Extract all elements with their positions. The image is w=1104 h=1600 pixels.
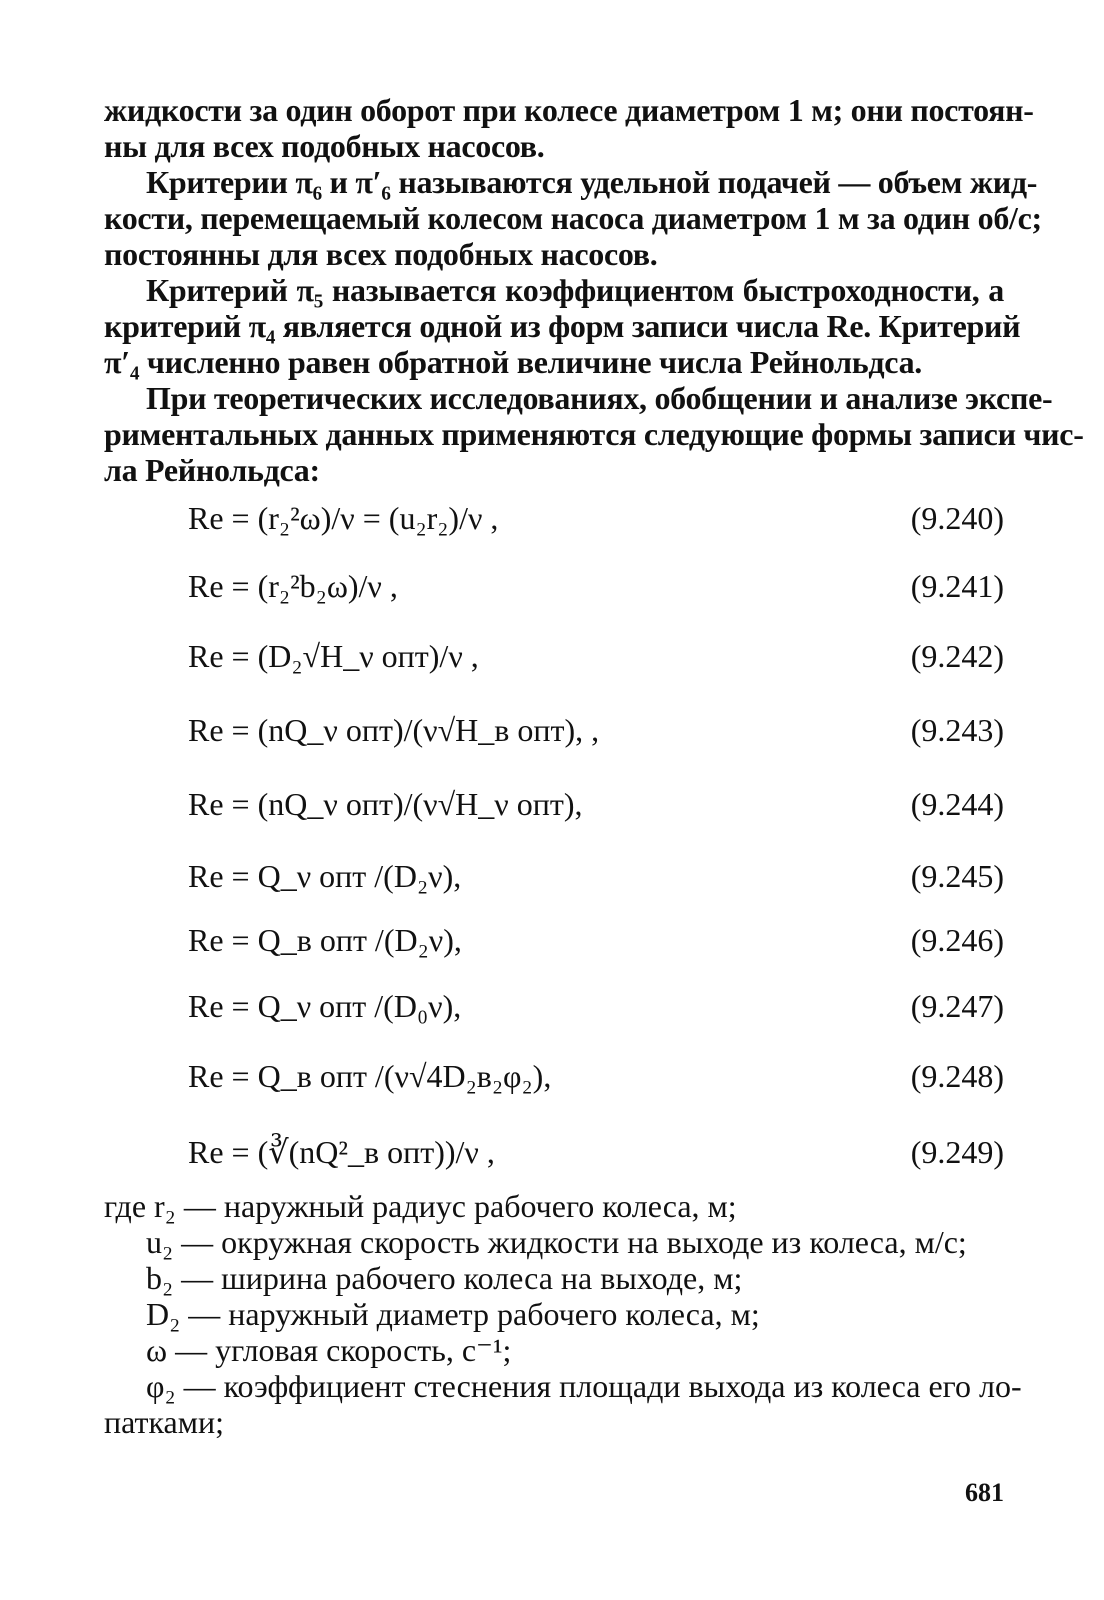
definition-text: — коэффициент стеснения площади выхода из колеса его ло- (183, 1368, 1022, 1404)
equation-number-9-241: (9.241) (910, 568, 1004, 604)
definition-u2 (146, 1224, 967, 1260)
equation-number-9-246: (9.246) (910, 922, 1004, 958)
definition-omega (146, 1332, 511, 1368)
equation-9-246: Re = Q_в опт /(D₂ν), (188, 922, 462, 958)
definition-text: патками; (104, 1404, 225, 1440)
definition-text: — угловая скорость, с⁻¹; (175, 1332, 512, 1368)
paragraph-2-line-2: кости, перемещаемый колесом насоса диаметром 1 м за один об/с; (104, 200, 1042, 236)
definition-symbol: u₂ (146, 1224, 174, 1260)
equation-9-242: Re = (D₂√H_ν опт)/ν , (188, 638, 479, 674)
definition-text: — наружный радиус рабочего колеса, м; (183, 1188, 737, 1224)
definition-b2 (146, 1260, 742, 1296)
equation-number-9-248: (9.248) (910, 1058, 1004, 1094)
equation-9-245: Re = Q_ν опт /(D₂ν), (188, 858, 462, 894)
paragraph-3-line-2: критерий π₄ является одной из форм записи числа Re. Критерий (104, 308, 1021, 344)
equation-9-243: Re = (nQ_ν опт)/(ν√H_в опт), , (188, 712, 600, 748)
paragraph-2-line-3: постоянны для всех подобных насосов. (104, 236, 658, 272)
equation-number-9-242: (9.242) (910, 638, 1004, 674)
definition-phi2 (146, 1368, 1022, 1404)
definition-text: — ширина рабочего колеса на выходе, м; (181, 1260, 743, 1296)
definition-symbol: ω (146, 1332, 168, 1368)
equation-number-9-244: (9.244) (910, 786, 1004, 822)
paragraph-1-line-1: жидкости за один оборот при колесе диаметром 1 м; они постоян- (104, 92, 1034, 128)
paragraph-4-line-2: риментальных данных применяются следующие формы записи чис- (104, 416, 1084, 452)
paragraph-1-line-2: ны для всех подобных насосов. (104, 128, 545, 164)
equation-number-9-247: (9.247) (910, 988, 1004, 1024)
definition-phi2-continued (104, 1404, 224, 1440)
equation-9-241: Re = (r₂²b₂ω)/ν , (188, 568, 398, 604)
paragraph-4-line-1: При теоретических исследованиях, обобщении и анализе экспе- (146, 380, 1053, 416)
equation-9-247: Re = Q_ν опт /(D₀ν), (188, 988, 462, 1024)
equation-9-248: Re = Q_в опт /(ν√4D₂в₂φ₂), (188, 1058, 552, 1094)
definition-text: — наружный диаметр рабочего колеса, м; (188, 1296, 760, 1332)
definition-D2 (146, 1296, 760, 1332)
paragraph-4-line-3: ла Рейнольдса: (104, 452, 320, 488)
page-number: 681 (965, 1478, 1004, 1507)
paragraph-2-line-1: Критерии π₆ и π′₆ называются удельной подачей — объем жид- (146, 164, 1038, 200)
equation-9-244: Re = (nQ_ν опт)/(ν√H_ν опт), (188, 786, 583, 822)
equation-number-9-249: (9.249) (910, 1134, 1004, 1170)
equation-number-9-243: (9.243) (910, 712, 1004, 748)
equation-9-249: Re = (∛(nQ²_в опт))/ν , (188, 1134, 495, 1170)
definition-symbol: φ₂ (146, 1368, 176, 1404)
paragraph-3-line-3: π′₄ численно равен обратной величине числа Рейнольдса. (104, 344, 923, 380)
equation-number-9-240: (9.240) (910, 500, 1004, 536)
equation-9-240: Re = (r₂²ω)/ν = (u₂r₂)/ν , (188, 500, 499, 536)
definition-symbol: где r₂ (104, 1188, 176, 1224)
definition-symbol: b₂ (146, 1260, 174, 1296)
definition-symbol: D₂ (146, 1296, 181, 1332)
equation-number-9-245: (9.245) (910, 858, 1004, 894)
definition-text: — окружная скорость жидкости на выходе из колеса, м/с; (181, 1224, 967, 1260)
definition-r2 (104, 1188, 737, 1224)
paragraph-3-line-1: Критерий π₅ называется коэффициентом быстроходности, а (146, 272, 1004, 308)
